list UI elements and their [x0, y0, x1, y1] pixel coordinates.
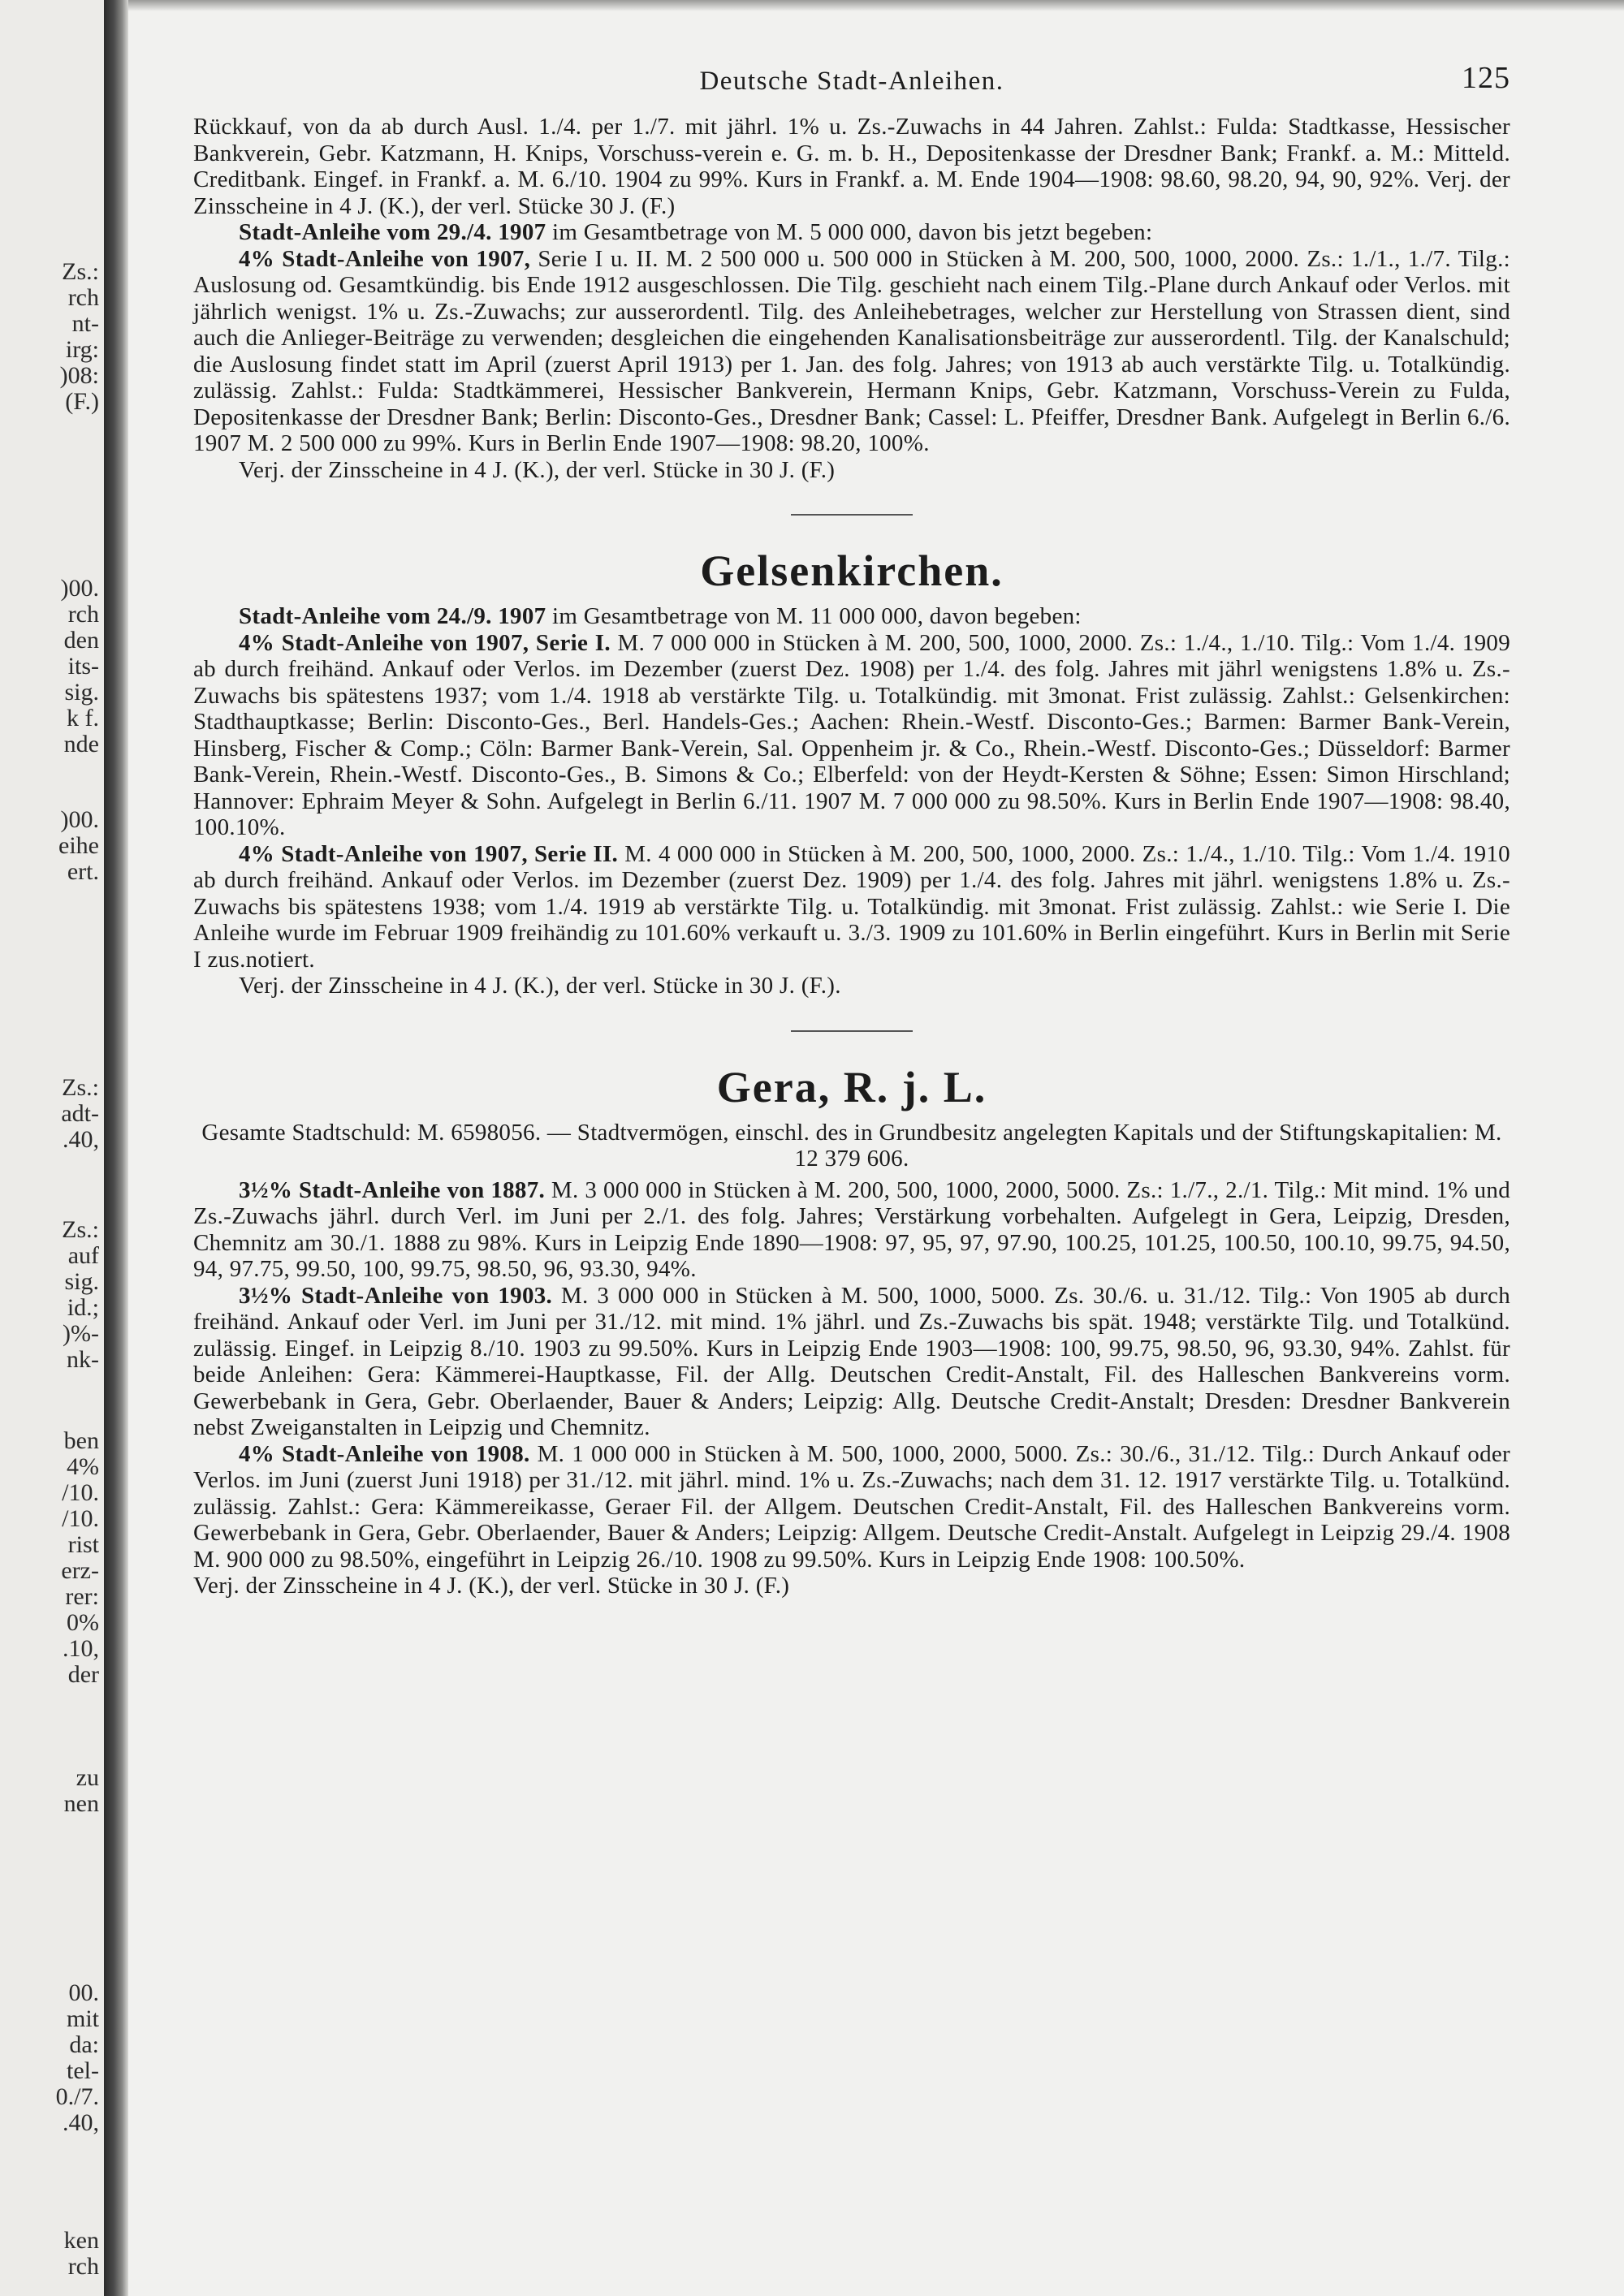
running-title: Deutsche Stadt-Anleihen. — [699, 67, 1004, 96]
book-gutter — [104, 0, 128, 2296]
paragraph — [193, 841, 1510, 973]
paragraph-text: M. 3 000 000 in Stücken à M. 200, 500, 1000, 2000, 5000. Zs.: 1./7., 2./1. Tilg.: Mit mind. 1% und Zs.-Zuwachs jährl. durch Verl. im Juni per 2./1. des folg. Jahres; Verstärkung vorbehalten. Aufgelegt in Gera, Leipzig, Dresden, Chemnitz am 30./1. 1888 zu 98%. Kurs in Leipzig Ende 1890—1908: 97, 95, 97, 97.90, 100.25, 101.25, 100.50, 100.10, 99.75, 94.50, 94, 97.75, 99.50, 100, 99.75, 98.50, 96, 93.30, 94%. — [193, 1176, 1511, 1282]
margin-fragment: /10. — [62, 1479, 99, 1506]
paragraph: Verj. der Zinsscheine in 4 J. (K.), der verl. Stücke in 30 J. (F.) — [239, 456, 836, 483]
margin-fragment: its- — [67, 653, 99, 680]
margin-fragment: sig. — [64, 679, 99, 706]
paragraph — [193, 1177, 1510, 1283]
paragraph — [193, 1283, 1510, 1441]
margin-fragment: 0./7. — [55, 2083, 99, 2110]
margin-fragment: 00. — [68, 1979, 99, 2006]
margin-fragment: rch — [67, 284, 99, 311]
margin-fragment: id.; — [67, 1294, 99, 1321]
running-header — [193, 63, 1510, 107]
section-gera — [193, 1061, 1510, 1599]
margin-fragment: rch — [67, 2253, 99, 2280]
paragraph-text: im Gesamtbetrage von M. 11 000 000, davon begeben: — [546, 603, 1082, 629]
margin-fragment: erz- — [61, 1557, 99, 1584]
margin-fragment: auf — [67, 1242, 99, 1269]
paragraph-text: M. 7 000 000 in Stücken à M. 200, 500, 1000, 2000. Zs.: 1./4., 1./10. Tilg.: Vom 1./4. 1909 ab durch freihänd. Ankauf oder Verlos. im Dezember (zuerst Dez. 1908) per 1./4. des folg. Jahres mit jährl wenigstens 1.8% u. Zs.-Zuwachs bis spätestens 1937; vom 1./4. 1918 ab verstärkte Tilg. u. Totalkündig. mit 3monat. Frist zulässig. Zahlst.: Gelsenkirchen: Stadthauptkasse; Berlin: Disconto-Ges., Berl. Handels-Ges.; Aachen: Rhein.-Westf. Disconto-Ges.; Barmen: Barmer Bank-Verein, Hinsberg, Fischer & Comp.; Cöln: Barmer Bank-Verein, Sal. Oppenheim jr. & Co., Rhein.-Westf. Disconto-Ges.; Düsseldorf: Barmer Bank-Verein, Rhein.-Westf. Disconto-Ges., B. Simons & Co.; Elberfeld: von der Heydt-Kersten & Söhne; Essen: Simon Hirschland; Hannover: Ephraim Meyer & Sohn. Aufgelegt in Berlin 6./11. 1907 M. 7 000 000 zu 98.50%. Kurs in Berlin Ende 1907—1908: 98.40, 100.10%. — [193, 629, 1511, 840]
margin-fragment: 0% — [67, 1609, 99, 1636]
margin-fragment: tel- — [67, 2057, 99, 2084]
section-gelsenkirchen — [193, 545, 1510, 999]
margin-fragment: der — [67, 1661, 99, 1688]
margin-fragment: )00. — [60, 575, 99, 602]
margin-fragment: nen — [63, 1790, 99, 1817]
paragraph-text: M. 3 000 000 in Stücken à M. 500, 1000, 5000. Zs. 30./6. u. 31./12. Tilg.: Von 1905 ab durch freihänd. Ankauf oder Verl. im Juni per 31./12. mit mind. 1% jährl. und Zs.-Zuwachs bis spät. 1948; verstärkte Tilg. und Totalkünd. zulässig. Eingef. in Leipzig 8./10. 1903 zu 99.50%. Kurs in Leipzig Ende 1903—1908: 100, 99.75, 98.50, 96, 93.30, 94%. Zahlst. für beide Anleihen: Gera: Kämmerei-Hauptkasse, Fil. der Allg. Deutschen Credit-Anstalt, Fil. des Halleschen Bankvereins vorm. Gewerbebank in Gera, Gebr. Oberlaender, Bauer & Anders; Leipzig: Allg. Deutsche Credit-Anstalt; Dresden: Dresdner Bankverein nebst Zweiganstalten in Leipzig und Chemnitz. — [193, 1282, 1510, 1440]
margin-fragment: )08: — [59, 362, 99, 389]
bond-heading: 3½% Stadt-Anleihe von 1887. — [239, 1176, 546, 1203]
margin-fragment: adt- — [61, 1100, 99, 1127]
margin-fragment: irg: — [65, 336, 99, 363]
page-number: 125 — [1462, 61, 1510, 95]
paragraph-text: im Gesamtbetrage von M. 5 000 000, davon bis jetzt begeben: — [546, 219, 1153, 245]
margin-fragment: Zs.: — [62, 1216, 99, 1243]
bond-heading: 4% Stadt-Anleihe von 1907, — [239, 245, 531, 272]
paragraph: Gesamte Stadtschuld: M. 6598056. — Stadtvermögen, einschl. des in Grundbesitz angelegten Kapitals und der Stiftungskapitalien: M. 12 379 606. — [201, 1119, 1502, 1172]
bond-heading: 3½% Stadt-Anleihe von 1903. — [239, 1282, 553, 1309]
margin-fragment: eihe — [58, 832, 99, 859]
margin-fragment: )00. — [60, 806, 99, 833]
adjacent-page-strip — [0, 0, 104, 2296]
paragraph — [193, 246, 1510, 457]
page-body — [193, 63, 1510, 1599]
paragraph: Verj. der Zinsscheine in 4 J. (K.), der verl. Stücke in 30 J. (F.) — [193, 1573, 790, 1599]
margin-fragment: ben — [63, 1427, 99, 1454]
city-heading: Gelsenkirchen. — [700, 546, 1004, 595]
margin-fragment: rch — [67, 601, 99, 628]
section-divider — [791, 514, 913, 516]
paragraph-text: M. 1 000 000 in Stücken à M. 500, 1000, 2000, 5000. Zs.: 30./6., 31./12. Tilg.: Durch Ankauf oder Verlos. im Juni (zuerst Juni 1918) per 31./12. mit jährl. mind. 1% u. Zs.-Zuwachs; nach dem 31. 12. 1917 verstärkte Tilg. u. Totalkünd. zulässig. Zahlst.: Gera: Kämmereikasse, Geraer Fil. der Allgem. Deutschen Credit-Anstalt, Fil. des Halleschen Bankvereins vorm. Gewerbebank in Gera, Gebr. Oberlaender, Bauer & Anders; Leipzig: Allgem. Deutsche Credit-Anstalt. Aufgelegt in Leipzig 29./4. 1908 M. 900 000 zu 98.50%, eingeführt in Leipzig 26./10. 1908 zu 99.50%. Kurs in Leipzig Ende 1908: 100.50%. — [193, 1440, 1510, 1573]
paragraph-text: Serie I u. II. M. 2 500 000 u. 500 000 in Stücken à M. 200, 500, 1000, 2000. Zs.: 1./1., 1./7. Tilg.: Auslosung od. Gesamtkündig. bis Ende 1912 ausgeschlossen. Die Tilg. geschieht nach einem Tilg.-Plane durch Ankauf oder Verlos. mit jährlich wenigst. 1% u. Zs.-Zuwachs; zur ausserordentl. Tilg. des Anleihebetrages, welcher zur Herstellung von Strassen dient, sind auch die Anlieger-Beiträge zu verwenden; desgleichen die eingehenden Kanalisationsbeiträge zur ausserordentl. Tilg. der Kanalschuld; die Auslosung findet statt im April (zuerst April 1913) per 1. Jan. des folg. Jahres; von 1913 ab auch verstärkte Tilg. u. Totalkündig. zulässig. Zahlst.: Fulda: Stadtkämmerei, Hessischer Bankverein, Hermann Knips, Gebr. Katzmann, Vorschuss-Verein zu Fulda, Depositenkasse der Dresdner Bank; Berlin: Disconto-Ges., Dresdner Bank; Cassel: L. Pfeiffer, Dresdner Bank. Aufgelegt in Berlin 6./6. 1907 M. 2 500 000 zu 99%. Kurs in Berlin Ende 1907—1908: 98.20, 100%. — [193, 245, 1510, 456]
margin-fragment: .10, — [63, 1635, 99, 1662]
margin-fragment: sig. — [64, 1268, 99, 1295]
paragraph-text: M. 4 000 000 in Stücken à M. 200, 500, 1000, 2000. Zs.: 1./4., 1./10. Tilg.: Vom 1./4. 1910 ab durch freihänd. Ankauf oder Verlos. im Dezember (zuerst Dez. 1909) per 1./4. des folg. Jahres mit jährl. wenigstens 1.8% u. Zs.-Zuwachs bis spätestens 1938; vom 1./4. 1919 ab verstärkte Tilg. u. Totalkündig. mit 3monat. Frist zulässig. Zahlst.: wie Serie I. Die Anleihe wurde im Februar 1909 freihändig zu 101.60% verkauft u. 3./3. 1909 zu 101.60% in Berlin eingeführt. Kurs in Berlin mit Serie I zus.notiert. — [193, 840, 1510, 973]
margin-fragment: /10. — [62, 1505, 99, 1532]
paragraph — [193, 630, 1510, 841]
section-divider — [791, 1030, 913, 1032]
margin-fragment: .40, — [63, 2109, 99, 2136]
paragraph — [193, 1441, 1510, 1573]
margin-fragment: rist — [67, 1531, 99, 1558]
margin-fragment: .40, — [63, 1126, 99, 1153]
margin-fragment: Zs.: — [62, 1074, 99, 1101]
margin-fragment: Zs.: — [62, 258, 99, 285]
margin-fragment: k f. — [67, 705, 99, 732]
margin-fragment: ert. — [67, 858, 99, 885]
margin-fragment: ken — [63, 2227, 99, 2254]
margin-fragment: nt- — [71, 310, 99, 337]
bond-heading: Stadt-Anleihe vom 29./4. 1907 — [239, 219, 546, 245]
paragraph: Verj. der Zinsscheine in 4 J. (K.), der verl. Stücke in 30 J. (F.). — [239, 973, 841, 999]
margin-fragment: nde — [63, 731, 99, 757]
section-fulda-continued — [193, 114, 1510, 483]
bond-heading: Stadt-Anleihe vom 24./9. 1907 — [239, 603, 546, 629]
margin-fragment: rer: — [65, 1583, 99, 1610]
margin-fragment: den — [63, 627, 99, 654]
bond-heading: 4% Stadt-Anleihe von 1907, Serie I. — [239, 629, 611, 656]
margin-fragment: zu — [76, 1764, 99, 1791]
margin-fragment: da: — [69, 2031, 99, 2058]
margin-fragment: (F.) — [65, 388, 99, 415]
paragraph — [193, 603, 1510, 630]
margin-fragment: nk- — [67, 1346, 99, 1373]
margin-fragment: 4% — [67, 1453, 99, 1480]
margin-fragment: mit — [66, 2005, 99, 2032]
bond-heading: 4% Stadt-Anleihe von 1908. — [239, 1440, 530, 1467]
city-heading: Gera, R. j. L. — [716, 1062, 987, 1111]
paragraph — [193, 219, 1510, 246]
paragraph: Rückkauf, von da ab durch Ausl. 1./4. per 1./7. mit jährl. 1% u. Zs.-Zuwachs in 44 Jahren. Zahlst.: Fulda: Stadtkasse, Hessischer Bankverein, Gebr. Katzmann, H. Knips, Vorschuss-verein e. G. m. b. H., Depositenkasse der Dresdner Bank; Frankf. a. M.: Mitteld. Creditbank. Eingef. in Frankf. a. M. 6./10. 1904 zu 99%. Kurs in Frankf. a. M. Ende 1904—1908: 98.60, 98.20, 94, 90, 92%. Verj. der Zinsscheine in 4 J. (K.), der verl. Stücke 30 J. (F.) — [193, 114, 1510, 219]
bond-heading: 4% Stadt-Anleihe von 1907, Serie II. — [239, 840, 619, 867]
margin-fragment: )%- — [63, 1320, 99, 1347]
page-top-edge — [128, 0, 1624, 11]
